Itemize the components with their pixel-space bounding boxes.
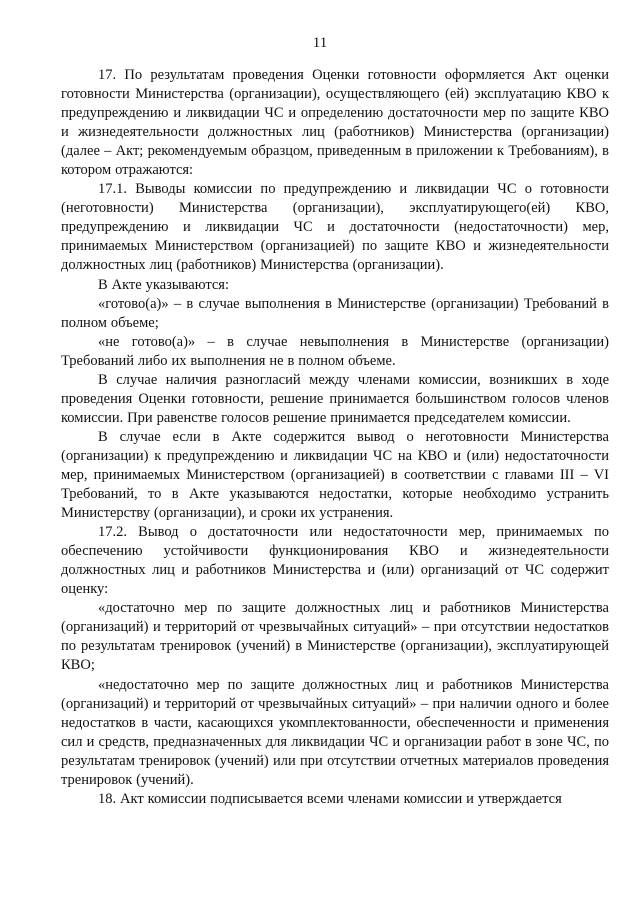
paragraph-act-specifies: В Акте указываются: <box>98 276 229 293</box>
document-body <box>61 66 609 809</box>
paragraph-not-ready: «не готово(а)» – в случае невыполнения в Министерстве (организации) Требований либо их выполнения не в полном объеме. <box>61 333 609 369</box>
paragraph-17-1: 17.1. Выводы комиссии по предупреждению и ликвидации ЧС о готовности (неготовности) Министерства (организации), эксплуатирующего(ей) КВО, предупреждению и ликвидации ЧС и достаточности (недостаточности) мер, принимаемых Министерством (организацией) по защите КВО и жизнедеятельности должностных лиц (работников) Министерства (организации). <box>61 181 609 274</box>
paragraph-unreadiness-shortcomings: В случае если в Акте содержится вывод о неготовности Министерства (организации) к предупреждению и ликвидации ЧС на КВО и (или) недостаточности мер, принимаемых Министерством (организацией) в соответствии с главами III – VI Требований, то в Акте указываются недостатки, которые необходимо устранить Министерству (организации), и сроки их устранения. <box>61 428 609 522</box>
paragraph-17: 17. По результатам проведения Оценки готовности оформляется Акт оценки готовности Министерства (организации), осуществляющего (ей) эксплуатацию КВО к предупреждению и ликвидации ЧС и определению достаточности мер по защите КВО и жизнедеятельности должностных лиц (работников) Министерства (организации) (далее – Акт; рекомендуемым образцом, приведенным в приложении к Требованиям), в котором отражаются: <box>61 67 609 179</box>
paragraph-18: 18. Акт комиссии подписывается всеми членами комиссии и утверждается <box>98 790 562 807</box>
paragraph-sufficient-measures: «достаточно мер по защите должностных лиц и работников Министерства (организаций) и территорий от чрезвычайных ситуаций» – при отсутствии недостатков по результатам тренировок (учений) в Министерстве (организации), эксплуатирующей КВО; <box>61 600 609 674</box>
paragraph-disagreement: В случае наличия разногласий между членами комиссии, возникших в ходе проведения Оценки готовности, решение принимается большинством голосов членов комиссии. При равенстве голосов решение принимается председателем комиссии. <box>61 371 609 426</box>
paragraph-insufficient-measures: «недостаточно мер по защите должностных лиц и работников Министерства (организаций) и территорий от чрезвычайных ситуаций» – при наличии одного и более недостатков в части, касающихся укомплектованности, обеспеченности и применения сил и средств, предназначенных для ликвидации ЧС и организации работ в зоне ЧС, по результатам тренировок (учений) или при отсутствии отчетных материалов проведения тренировок (учений). <box>61 676 609 788</box>
paragraph-17-2: 17.2. Вывод о достаточности или недостаточности мер, принимаемых по обеспечению устойчивости функционирования КВО и жизнедеятельности должностных лиц и работников Министерства и (или) организаций от ЧС содержит оценку: <box>61 524 609 598</box>
page-number: 11 <box>312 35 328 51</box>
paragraph-ready: «готово(а)» – в случае выполнения в Министерстве (организации) Требований в полном объеме; <box>61 295 609 331</box>
